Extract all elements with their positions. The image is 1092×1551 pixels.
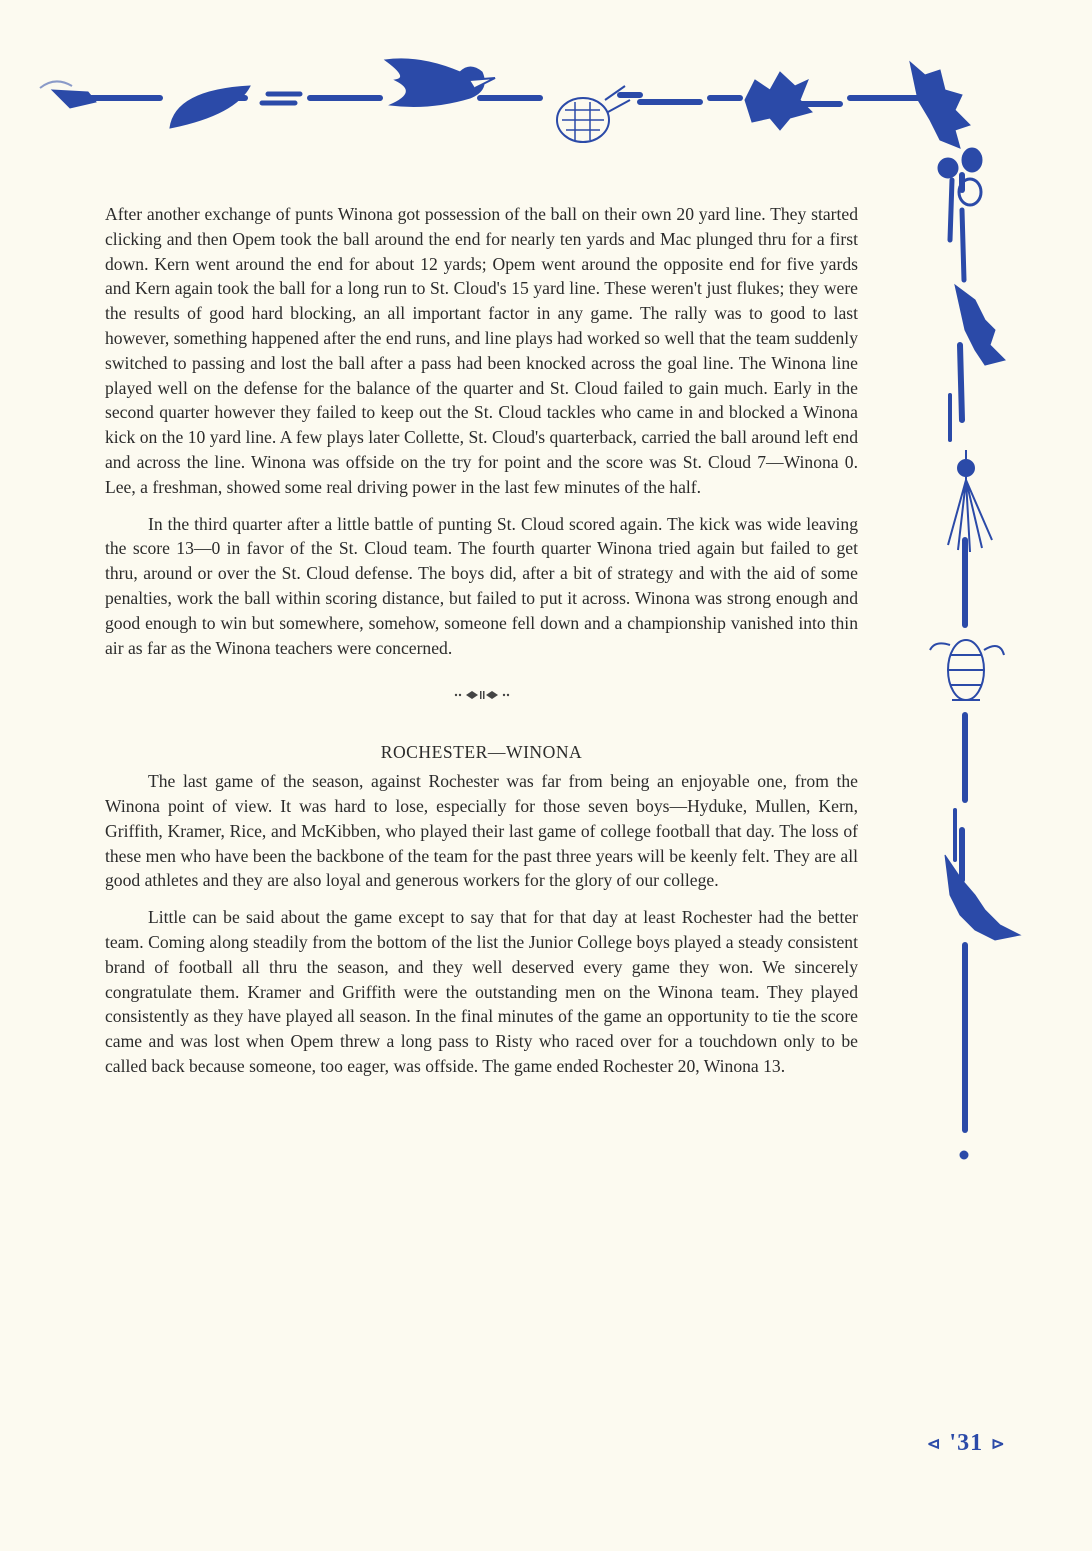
section-ornament <box>105 686 858 706</box>
holly-leaf-bottom-icon <box>945 855 1020 940</box>
arrowhead-icon <box>52 90 96 108</box>
page-folio <box>927 1430 1005 1457</box>
section-heading: ROCHESTER—WINONA <box>380 742 583 763</box>
folio-text: '31 <box>949 1430 984 1456</box>
paragraph-2: In the third quarter after a little battle of punting St. Cloud scored again. The kick was wide leaving the score 13—0 in favor of the St. Cloud team. The fourth quarter Winona tried again but failed to get thru, around or over the St. Cloud defense. The boys did, after a bit of strategy and with the aid of some penalties, work the ball within scoring distance, but failed to put it across. Winona was strong enough and good enough to win but somewhere, somehow, someone fell down and a championship vanished into thin air as far as the Winona teachers were concerned. <box>105 513 858 658</box>
leaf-icon <box>170 86 250 128</box>
corner-holly-icon <box>910 62 970 148</box>
left-arrow-icon: ⊲ <box>927 1435 942 1453</box>
tassel-icon <box>948 450 992 552</box>
bird-icon <box>385 59 484 107</box>
paragraph-4: Little can be said about the game except to say that for that day at least Rochester had the better team. Coming along steadily from the bottom of the list the Junior College boys played a steady consistent brand of football all thru the season, and they well deserved every game they won. We sincerely congratulate them. Kramer and Griffith were the outstanding men on the Winona team. They played consistently as they have played all season. In the final minutes of the game an opportunity to tie the score came and was lost when Opem threw a long pass to Risty who raced over for a touchdown only to be called back because someone, too eager, was offside. The game ended Rochester 20, Winona 13. <box>105 907 858 1076</box>
article-body <box>105 202 858 1079</box>
right-arrow-icon: ⊳ <box>991 1435 1006 1453</box>
pinecone-right-icon <box>930 640 1004 700</box>
paragraph-1: After another exchange of punts Winona got possession of the ball on their own 20 yard line. They started clicking and then Opem took the ball around the end for nearly ten yards and Mac plunged thru for a first down. Kern went around the end for about 12 yards; Opem went around the opposite end for five yards and Kern again took the ball for a long run to St. Cloud's 15 yard line. These weren't just flukes; they were the results of good hard blocking, an all important factor in any game. The rally was to good to last however, something happened after the end runs, and line plays had worked so well that the team suddenly switched to passing and lost the ball after a pass had been knocked across the goal line. The Winona line played well on the defense for the balance of the quarter and St. Cloud failed to gain much. Early in the second quarter however they failed to keep out the St. Cloud tackles who came in and blocked a Winona kick on the 10 yard line. A few plays later Collette, St. Cloud's quarterback, carried the ball around left end and across the line. Winona was offside on the try for point and the score was St. Cloud 7—Winona 0. Lee, a freshman, showed some real driving power in the last few minutes of the half. <box>105 204 858 497</box>
ornament-icon <box>452 688 512 702</box>
paragraph-3: The last game of the season, against Rochester was far from being an enjoyable one, from the Winona point of view. It was hard to lose, especially for those seven boys—Hyduke, Mullen, Kern, Griffith, Kramer, Rice, and McKibben, who played their last game of college football that day. The loss of these men who have been the backbone of the team for the past three years will be keenly felt. They are all good athletes and they are also loyal and generous workers for the glory of our college. <box>105 771 858 891</box>
